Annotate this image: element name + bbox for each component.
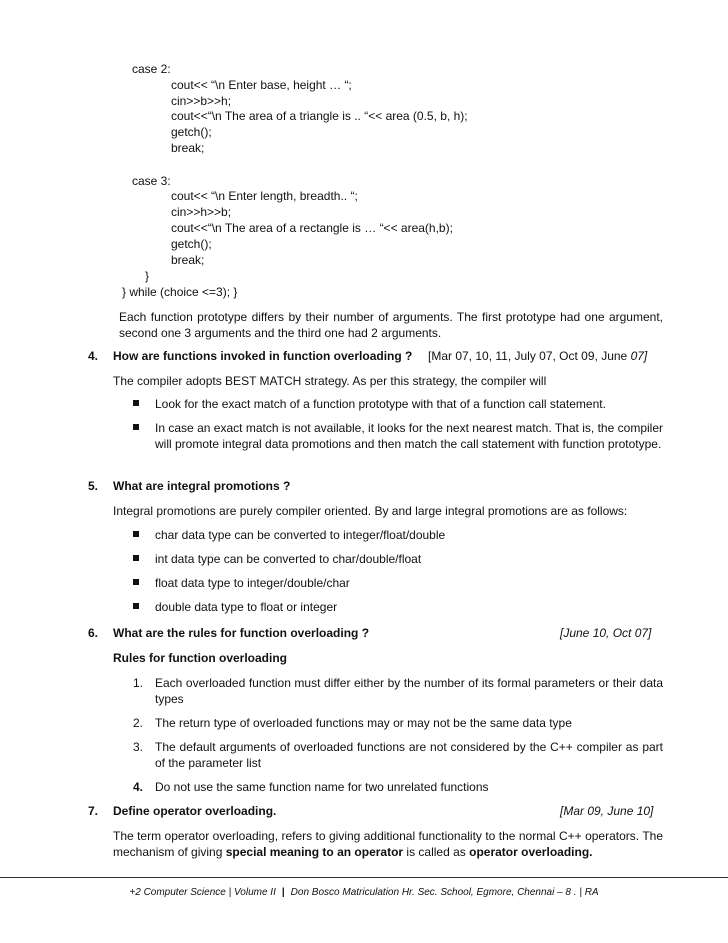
list-item: The return type of overloaded functions may or may not be the same data type <box>155 716 572 730</box>
exam-reference: [Mar 09, June 10] <box>560 804 654 818</box>
code-while: } while (choice <=3); } <box>122 285 238 299</box>
answer-intro: The compiler adopts BEST MATCH strategy. As per this strategy, the compiler will <box>113 374 547 388</box>
bullet-text: int data type can be converted to char/double/float <box>155 552 422 566</box>
list-item: Do not use the same function name for two unrelated functions <box>155 780 489 794</box>
code-line: cout<< “\n Enter length, breadth.. “; <box>171 189 358 203</box>
footer-divider <box>0 877 728 878</box>
list-item: The default arguments of overloaded functions are not considered by the C++ compiler as part of the parameter list <box>155 740 663 770</box>
bullet-icon <box>133 555 139 561</box>
bullet-text: float data type to integer/double/char <box>155 576 350 590</box>
code-line: getch(); <box>171 237 212 251</box>
list-item: Each overloaded function must differ either by the number of its formal parameters or their data types <box>155 676 663 706</box>
bullet-text: char data type can be converted to integer/float/double <box>155 528 446 542</box>
question-number: 6. <box>88 626 99 640</box>
code-case-2: case 2: <box>132 62 171 76</box>
prototypes-paragraph: Each function prototype differs by their number of arguments. The first prototype had one argument, second one 3 arguments and the third one had 2 arguments. <box>119 310 663 340</box>
question-title: How are functions invoked in function overloading ? <box>113 349 413 363</box>
question-title: What are integral promotions ? <box>113 479 291 493</box>
code-brace: } <box>145 269 150 283</box>
bullet-text: In case an exact match is not available, it looks for the next nearest match. That is, the compiler will promote integral data promotions and then match the call statement with function prototype. <box>155 421 663 451</box>
definition-paragraph: The term operator overloading, refers to giving additional functionality to the normal C++ operators. The mechanism of giving special meaning to an operator is called as operator overloading. <box>113 829 663 859</box>
code-case-3: case 3: <box>132 174 171 188</box>
code-line: break; <box>171 253 205 267</box>
bullet-icon <box>133 579 139 585</box>
bullet-text: Look for the exact match of a function prototype with that of a function call statement. <box>155 397 606 411</box>
question-number: 5. <box>88 479 99 493</box>
bullet-icon <box>133 400 139 406</box>
code-line: cout<<“\n The area of a rectangle is … “<< area(h,b); <box>171 221 453 235</box>
question-title: What are the rules for function overloading ? <box>113 626 370 640</box>
code-line: cout<<“\n The area of a triangle is .. “<< area (0.5, b, h); <box>171 109 468 123</box>
code-line: cout<< “\n Enter base, height … “; <box>171 78 352 92</box>
exam-reference: [June 10, Oct 07] <box>560 626 652 640</box>
question-number: 7. <box>88 804 99 818</box>
list-number: 1. <box>133 676 144 690</box>
question-number: 4. <box>88 349 99 363</box>
list-number: 4. <box>133 780 144 794</box>
exam-reference: [Mar 07, 10, 11, July 07, Oct 09, June 07] <box>428 349 648 363</box>
code-line: cin>>h>>b; <box>171 205 232 219</box>
code-line: cin>>b>>h; <box>171 94 232 108</box>
page-footer: +2 Computer Science | Volume II | Don Bosco Matriculation Hr. Sec. School, Egmore, Chennai – 8 . | RA <box>129 887 599 898</box>
bullet-icon <box>133 424 139 430</box>
rules-heading: Rules for function overloading <box>113 651 288 665</box>
bullet-text: double data type to float or integer <box>155 600 338 614</box>
list-number: 3. <box>133 740 144 754</box>
code-line: break; <box>171 141 205 155</box>
question-title: Define operator overloading. <box>113 804 277 818</box>
code-line: getch(); <box>171 125 212 139</box>
answer-intro: Integral promotions are purely compiler oriented. By and large integral promotions are as follows: <box>113 504 628 518</box>
bullet-icon <box>133 603 139 609</box>
list-number: 2. <box>133 716 144 730</box>
bullet-icon <box>133 531 139 537</box>
